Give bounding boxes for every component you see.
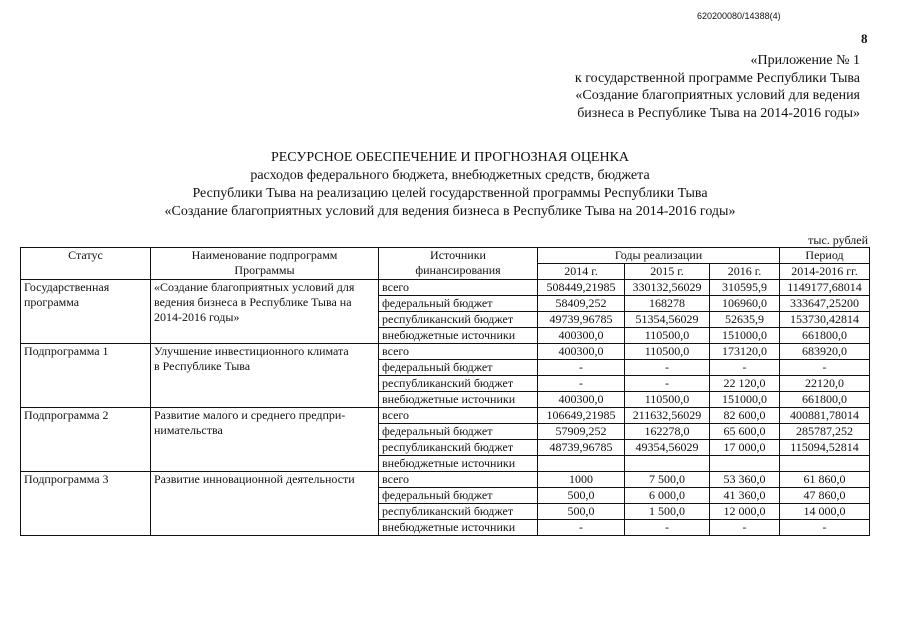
title-line: РЕСУРСНОЕ ОБЕСПЕЧЕНИЕ И ПРОГНОЗНАЯ ОЦЕНКА bbox=[270, 150, 630, 165]
value-period-cell: - bbox=[780, 360, 870, 376]
status-cell bbox=[21, 408, 151, 472]
value-2014-cell: 500,0 bbox=[538, 504, 625, 520]
value-2016-cell: 65 600,0 bbox=[710, 424, 780, 440]
value-2014-cell: 57909,252 bbox=[538, 424, 625, 440]
status-text: Государственная bbox=[24, 280, 110, 294]
header-row bbox=[21, 248, 870, 264]
value-2016-cell: - bbox=[710, 360, 780, 376]
value-period-cell: 683920,0 bbox=[780, 344, 870, 360]
header-status: Статус bbox=[21, 248, 151, 280]
funding-source-cell: внебюджетные источники bbox=[379, 520, 538, 536]
header-year-2015: 2015 г. bbox=[625, 264, 710, 280]
funding-source-cell: всего bbox=[379, 472, 538, 488]
program-name-text: нимательства bbox=[154, 423, 223, 437]
status-cell bbox=[21, 472, 151, 536]
header-program-name bbox=[151, 248, 379, 280]
value-period-cell: 1149177,68014 bbox=[780, 280, 870, 296]
document-title bbox=[40, 149, 860, 221]
value-2015-cell: - bbox=[625, 360, 710, 376]
value-period-cell: 14 000,0 bbox=[780, 504, 870, 520]
funding-source-cell: всего bbox=[379, 408, 538, 424]
header-text: Программы bbox=[234, 263, 295, 277]
title-line: Республики Тыва на реализацию целей государственной программы Республики Тыва bbox=[192, 186, 708, 201]
value-2014-cell: - bbox=[538, 520, 625, 536]
value-2015-cell: 49354,56029 bbox=[625, 440, 710, 456]
value-2014-cell: 400300,0 bbox=[538, 344, 625, 360]
title-line: расходов федерального бюджета, внебюджетных средств, бюджета bbox=[250, 168, 650, 183]
header-years: Годы реализации bbox=[538, 248, 780, 264]
value-2014-cell: 48739,96785 bbox=[538, 440, 625, 456]
value-2015-cell bbox=[625, 456, 710, 472]
header-text: финансирования bbox=[415, 263, 501, 277]
status-cell bbox=[21, 280, 151, 344]
title-line: «Создание благоприятных условий для ведения бизнеса в Республике Тыва на 2014-2016 годы» bbox=[164, 204, 736, 219]
funding-source-cell: внебюджетные источники bbox=[379, 392, 538, 408]
table-row bbox=[21, 344, 870, 360]
table-row bbox=[21, 408, 870, 424]
value-2015-cell: - bbox=[625, 376, 710, 392]
value-2014-cell: 1000 bbox=[538, 472, 625, 488]
program-name-text: Развитие инновационной деятельности bbox=[154, 472, 355, 486]
value-period-cell bbox=[780, 456, 870, 472]
annex-line: «Приложение № 1 bbox=[750, 53, 860, 68]
value-2015-cell: 1 500,0 bbox=[625, 504, 710, 520]
value-2014-cell: - bbox=[538, 376, 625, 392]
table-row bbox=[21, 280, 870, 296]
value-period-cell: 661800,0 bbox=[780, 392, 870, 408]
value-2016-cell: 310595,9 bbox=[710, 280, 780, 296]
document-id: 620200080/14388(4) bbox=[697, 11, 781, 21]
status-cell bbox=[21, 344, 151, 408]
value-2016-cell: 12 000,0 bbox=[710, 504, 780, 520]
funding-source-cell: республиканский бюджет bbox=[379, 504, 538, 520]
value-2014-cell bbox=[538, 456, 625, 472]
value-2014-cell: 106649,21985 bbox=[538, 408, 625, 424]
value-2016-cell: - bbox=[710, 520, 780, 536]
annex-line: «Создание благоприятных условий для ведения bbox=[575, 88, 860, 103]
header-period-range: 2014-2016 гг. bbox=[780, 264, 870, 280]
value-2016-cell: 173120,0 bbox=[710, 344, 780, 360]
value-2016-cell: 106960,0 bbox=[710, 296, 780, 312]
value-2014-cell: 400300,0 bbox=[538, 392, 625, 408]
page-number: 8 bbox=[861, 31, 868, 46]
funding-source-cell: всего bbox=[379, 280, 538, 296]
value-2014-cell: 49739,96785 bbox=[538, 312, 625, 328]
value-2015-cell: 110500,0 bbox=[625, 328, 710, 344]
value-2015-cell: 162278,0 bbox=[625, 424, 710, 440]
value-2016-cell: 52635,9 bbox=[710, 312, 780, 328]
value-period-cell: 61 860,0 bbox=[780, 472, 870, 488]
funding-source-cell: федеральный бюджет bbox=[379, 488, 538, 504]
status-text: Подпрограмма 2 bbox=[24, 408, 109, 422]
value-period-cell: 22120,0 bbox=[780, 376, 870, 392]
header-text: Наименование подпрограмм bbox=[191, 248, 338, 262]
program-name-text: Развитие малого и среднего предпри- bbox=[154, 408, 346, 422]
status-text: Подпрограмма 1 bbox=[24, 344, 109, 358]
value-period-cell: 47 860,0 bbox=[780, 488, 870, 504]
value-period-cell: 115094,52814 bbox=[780, 440, 870, 456]
value-2016-cell: 151000,0 bbox=[710, 328, 780, 344]
annex-line: бизнеса в Республике Тыва на 2014-2016 годы» bbox=[577, 105, 860, 121]
value-period-cell: 333647,25200 bbox=[780, 296, 870, 312]
header-year-2016: 2016 г. bbox=[710, 264, 780, 280]
funding-source-cell: республиканский бюджет bbox=[379, 376, 538, 392]
funding-source-cell: федеральный бюджет bbox=[379, 424, 538, 440]
value-period-cell: 285787,252 bbox=[780, 424, 870, 440]
table-row bbox=[21, 472, 870, 488]
value-2015-cell: 211632,56029 bbox=[625, 408, 710, 424]
program-name-text: Улучшение инвестиционного климата bbox=[154, 344, 349, 358]
value-2015-cell: 110500,0 bbox=[625, 344, 710, 360]
value-2014-cell: 508449,21985 bbox=[538, 280, 625, 296]
value-2015-cell: - bbox=[625, 520, 710, 536]
header-year-2014: 2014 г. bbox=[538, 264, 625, 280]
program-name-cell bbox=[151, 472, 379, 536]
value-2016-cell: 151000,0 bbox=[710, 392, 780, 408]
value-2016-cell: 82 600,0 bbox=[710, 408, 780, 424]
value-2015-cell: 168278 bbox=[625, 296, 710, 312]
table-body bbox=[21, 280, 870, 536]
funding-source-cell: федеральный бюджет bbox=[379, 360, 538, 376]
value-2016-cell: 41 360,0 bbox=[710, 488, 780, 504]
value-2014-cell: - bbox=[538, 360, 625, 376]
resource-table bbox=[20, 247, 870, 536]
value-2016-cell: 22 120,0 bbox=[710, 376, 780, 392]
funding-source-cell: всего bbox=[379, 344, 538, 360]
value-2014-cell: 500,0 bbox=[538, 488, 625, 504]
value-2015-cell: 6 000,0 bbox=[625, 488, 710, 504]
annex-header bbox=[500, 52, 860, 122]
value-2015-cell: 51354,56029 bbox=[625, 312, 710, 328]
header-text: Источники bbox=[430, 248, 486, 262]
value-period-cell: 661800,0 bbox=[780, 328, 870, 344]
value-2016-cell bbox=[710, 456, 780, 472]
program-name-text: в Республике Тыва bbox=[154, 359, 251, 373]
value-2015-cell: 110500,0 bbox=[625, 392, 710, 408]
units-label: тыс. рублей bbox=[808, 233, 868, 247]
program-name-cell bbox=[151, 408, 379, 472]
value-2015-cell: 7 500,0 bbox=[625, 472, 710, 488]
program-name-cell bbox=[151, 344, 379, 408]
value-period-cell: 400881,78014 bbox=[780, 408, 870, 424]
header-period: Период bbox=[780, 248, 870, 264]
value-2014-cell: 400300,0 bbox=[538, 328, 625, 344]
funding-source-cell: республиканский бюджет bbox=[379, 440, 538, 456]
funding-source-cell: федеральный бюджет bbox=[379, 296, 538, 312]
value-2016-cell: 17 000,0 bbox=[710, 440, 780, 456]
status-text: программа bbox=[24, 295, 80, 309]
status-text: Подпрограмма 3 bbox=[24, 472, 109, 486]
value-2016-cell: 53 360,0 bbox=[710, 472, 780, 488]
funding-source-cell: внебюджетные источники bbox=[379, 328, 538, 344]
program-name-text: «Создание благоприятных условий для bbox=[154, 280, 355, 294]
program-name-text: ведения бизнеса в Республике Тыва на bbox=[154, 295, 352, 309]
header-source bbox=[379, 248, 538, 280]
value-period-cell: - bbox=[780, 520, 870, 536]
program-name-cell bbox=[151, 280, 379, 344]
funding-source-cell: республиканский бюджет bbox=[379, 312, 538, 328]
funding-source-cell: внебюджетные источники bbox=[379, 456, 538, 472]
value-2014-cell: 58409,252 bbox=[538, 296, 625, 312]
value-2015-cell: 330132,56029 bbox=[625, 280, 710, 296]
value-period-cell: 153730,42814 bbox=[780, 312, 870, 328]
program-name-text: 2014-2016 годы» bbox=[154, 310, 240, 324]
annex-line: к государственной программе Республики Тыва bbox=[574, 70, 860, 86]
